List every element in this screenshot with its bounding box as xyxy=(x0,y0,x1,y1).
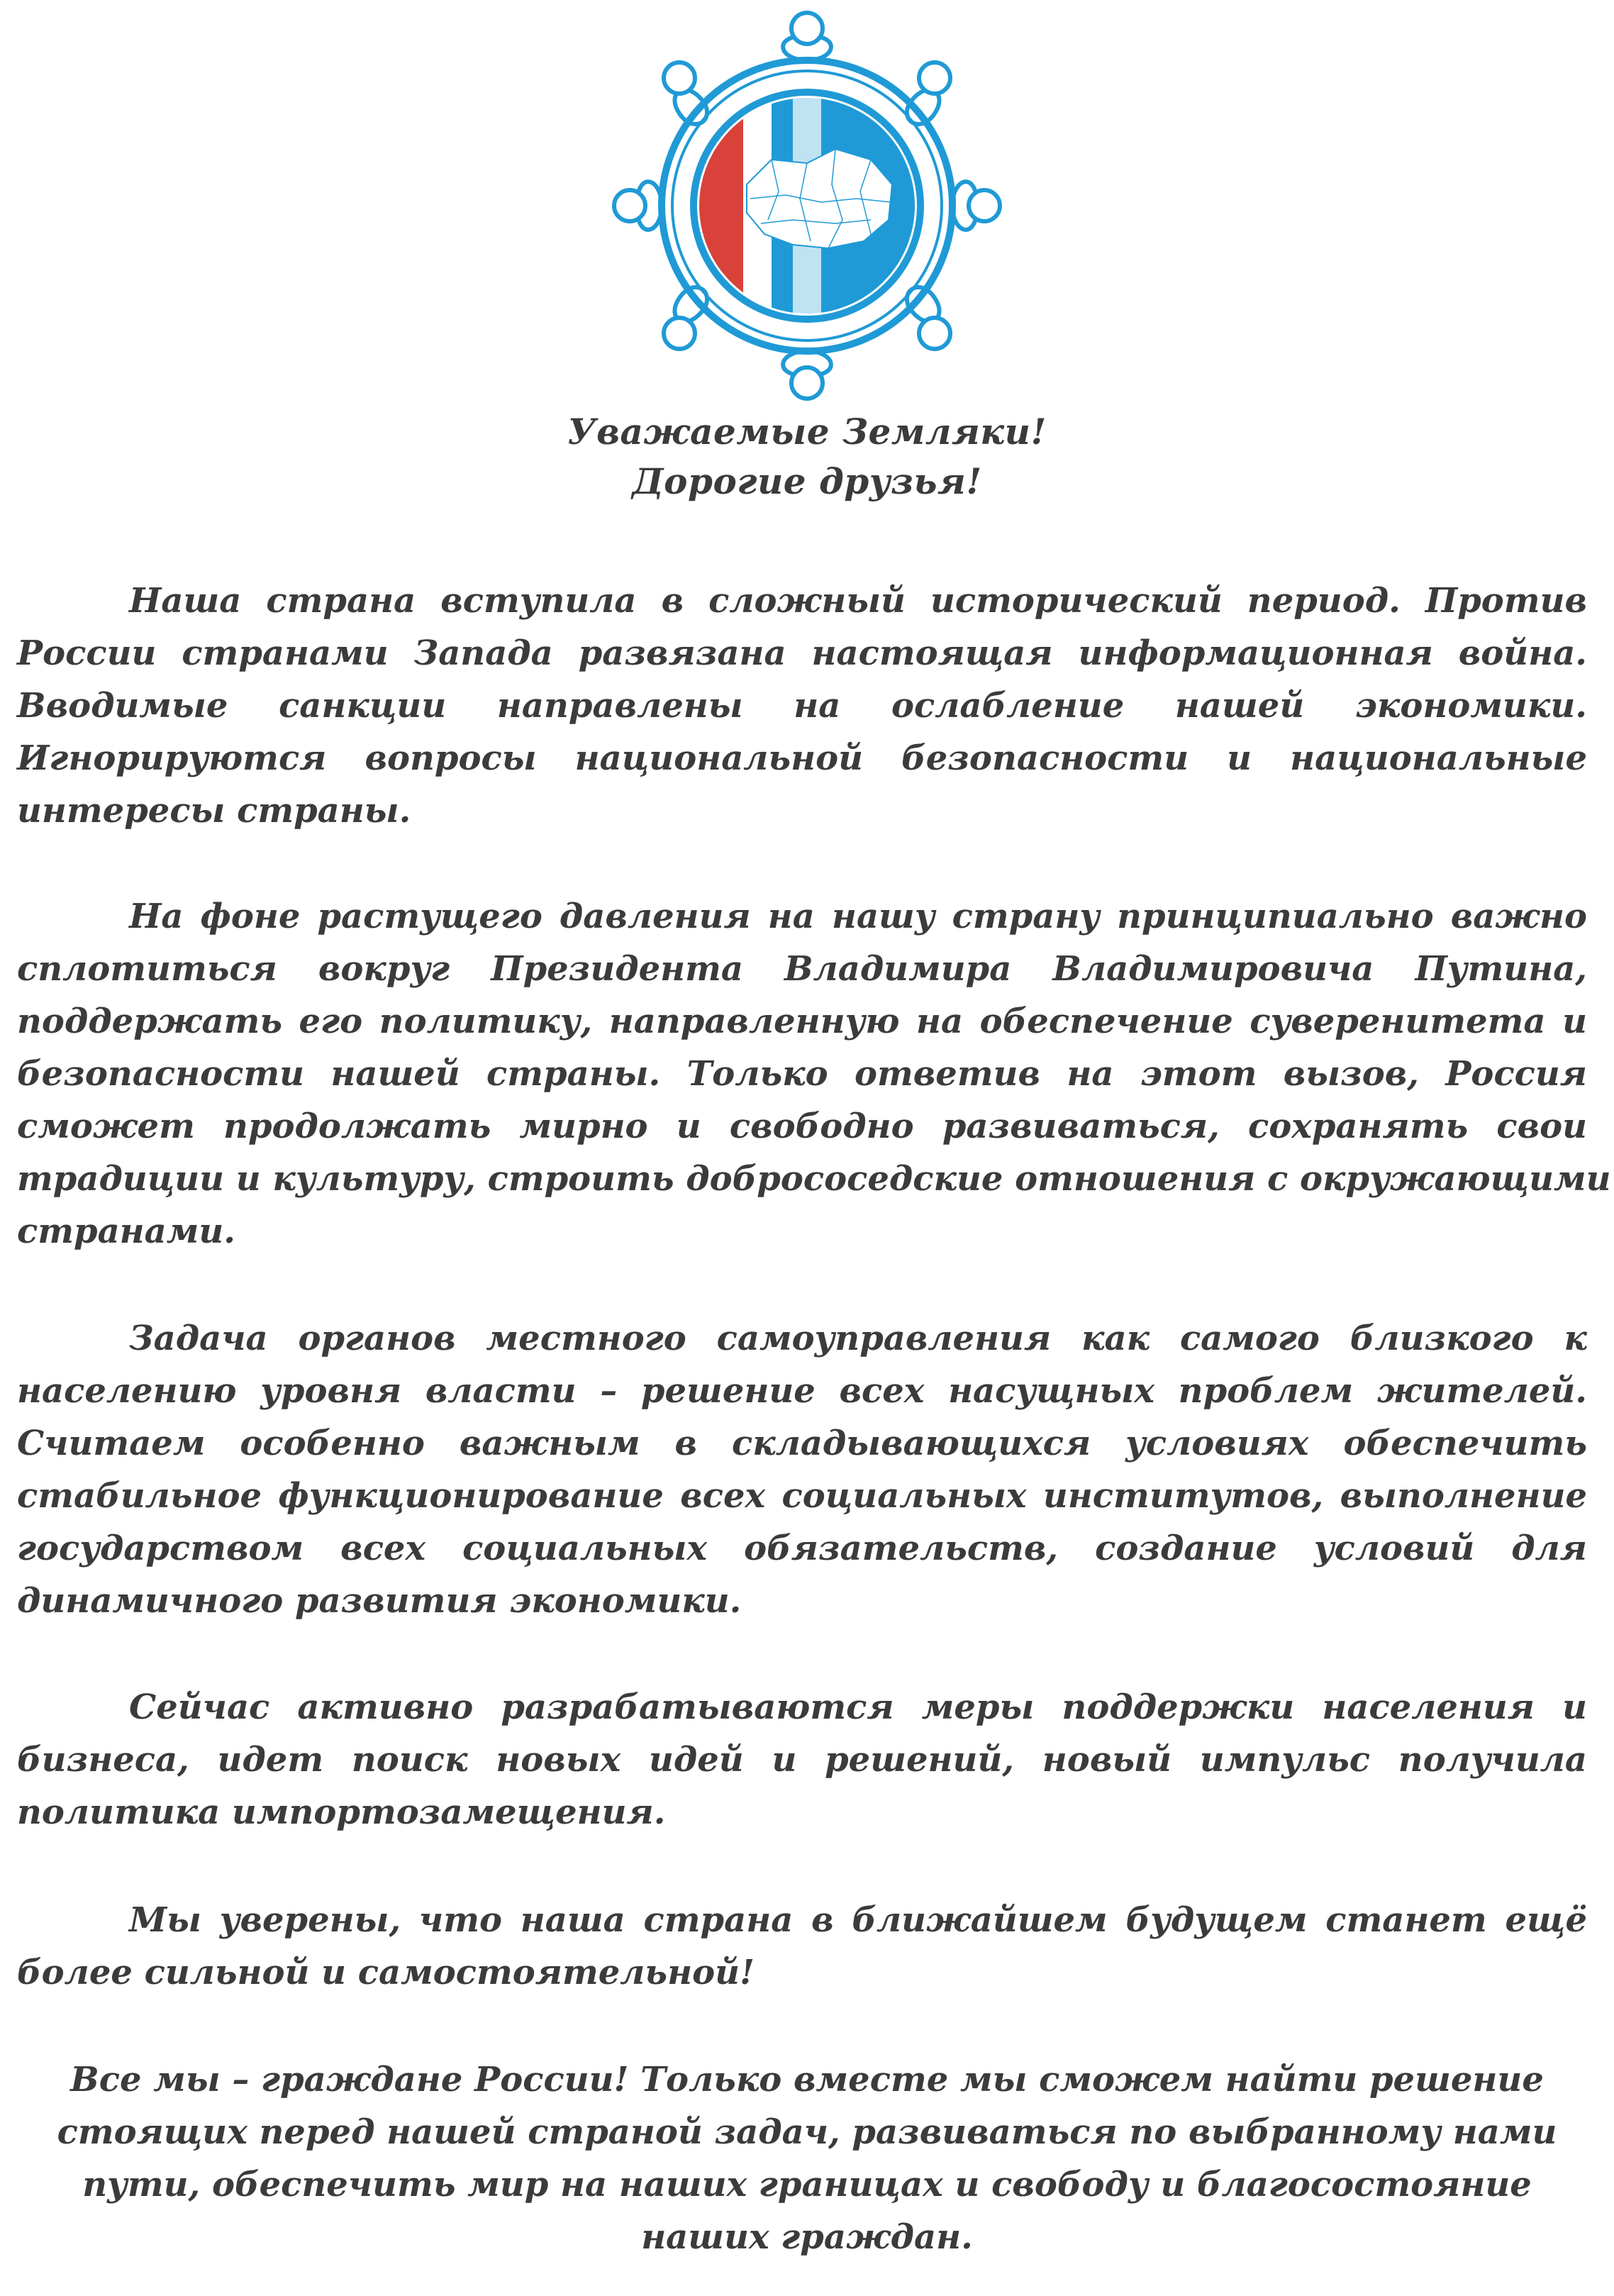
paragraph-line: политика импортозамещения. xyxy=(17,1792,666,1832)
emblem-graphic xyxy=(608,7,1006,404)
paragraph-line: более сильной и самостоятельной! xyxy=(17,1953,755,1992)
paragraph-1 xyxy=(17,575,1587,837)
paragraph-3 xyxy=(17,1312,1587,1627)
paragraph-line: Наша страна вступила в сложный исторический период. Против xyxy=(129,581,1587,621)
paragraph-line: Считаем особенно важным в складывающихся условиях обеспечить xyxy=(17,1424,1587,1463)
paragraph-line: населению уровня власти – решение всех насущных проблем жителей. xyxy=(17,1371,1587,1411)
paragraph-line: динамичного развития экономики. xyxy=(17,1581,742,1621)
greeting-line-1: Уважаемые Земляки! xyxy=(567,411,1047,453)
paragraph-line: России странами Запада развязана настоящая информационная война. xyxy=(17,633,1587,673)
greeting-line-2: Дорогие друзья! xyxy=(632,460,982,502)
paragraph-2 xyxy=(17,890,1611,1258)
paragraph-line: стабильное функционирование всех социальных институтов, выполнение xyxy=(17,1476,1587,1516)
paragraph-line: Мы уверены, что наша страна в ближайшем будущем станет ещё xyxy=(129,1900,1587,1940)
paragraph-line: государством всех социальных обязательств, создание условий для xyxy=(17,1529,1587,1568)
paragraph-line: безопасности нашей страны. Только ответив на этот вызов, Россия xyxy=(17,1054,1587,1094)
paragraph-4 xyxy=(17,1681,1587,1839)
paragraph-line: Задача органов местного самоуправления как самого близкого к xyxy=(129,1319,1587,1358)
closing-line: стоящих перед нашей страной задач, развиваться по выбранному нами xyxy=(57,2112,1557,2152)
paragraph-5 xyxy=(17,1894,1587,1999)
paragraph-line: традиции и культуру, строить добрососедские отношения с окружающими xyxy=(17,1159,1611,1199)
emblem-logo xyxy=(608,7,1006,404)
paragraph-line: поддержать его политику, направленную на обеспечение суверенитета и xyxy=(17,1002,1587,1041)
closing-line: Все мы – граждане России! Только вместе мы сможем найти решение xyxy=(70,2060,1544,2100)
paragraph-line: бизнеса, идет поиск новых идей и решений, новый импульс получила xyxy=(17,1740,1587,1780)
paragraph-line: Вводимые санкции направлены на ослабление нашей экономики. xyxy=(17,686,1587,726)
paragraph-line: интересы страны. xyxy=(17,791,411,831)
paragraph-line: сможет продолжать мирно и свободно развиваться, сохранять свои xyxy=(17,1107,1587,1146)
closing-line: пути, обеспечить мир на наших границах и свободу и благосостояние xyxy=(82,2165,1532,2205)
paragraph-line: Игнорируются вопросы национальной безопасности и национальные xyxy=(17,738,1587,778)
paragraph-line: сплотиться вокруг Президента Владимира Владимировича Путина, xyxy=(17,949,1587,989)
paragraph-line: На фоне растущего давления на нашу страну принципиально важно xyxy=(129,897,1587,936)
paragraph-line: Сейчас активно разрабатываются меры поддержки населения и xyxy=(129,1687,1587,1727)
paragraph-line: странами. xyxy=(17,1211,236,1251)
closing-line: наших граждан. xyxy=(641,2217,973,2257)
closing-statement xyxy=(0,2053,1614,2263)
